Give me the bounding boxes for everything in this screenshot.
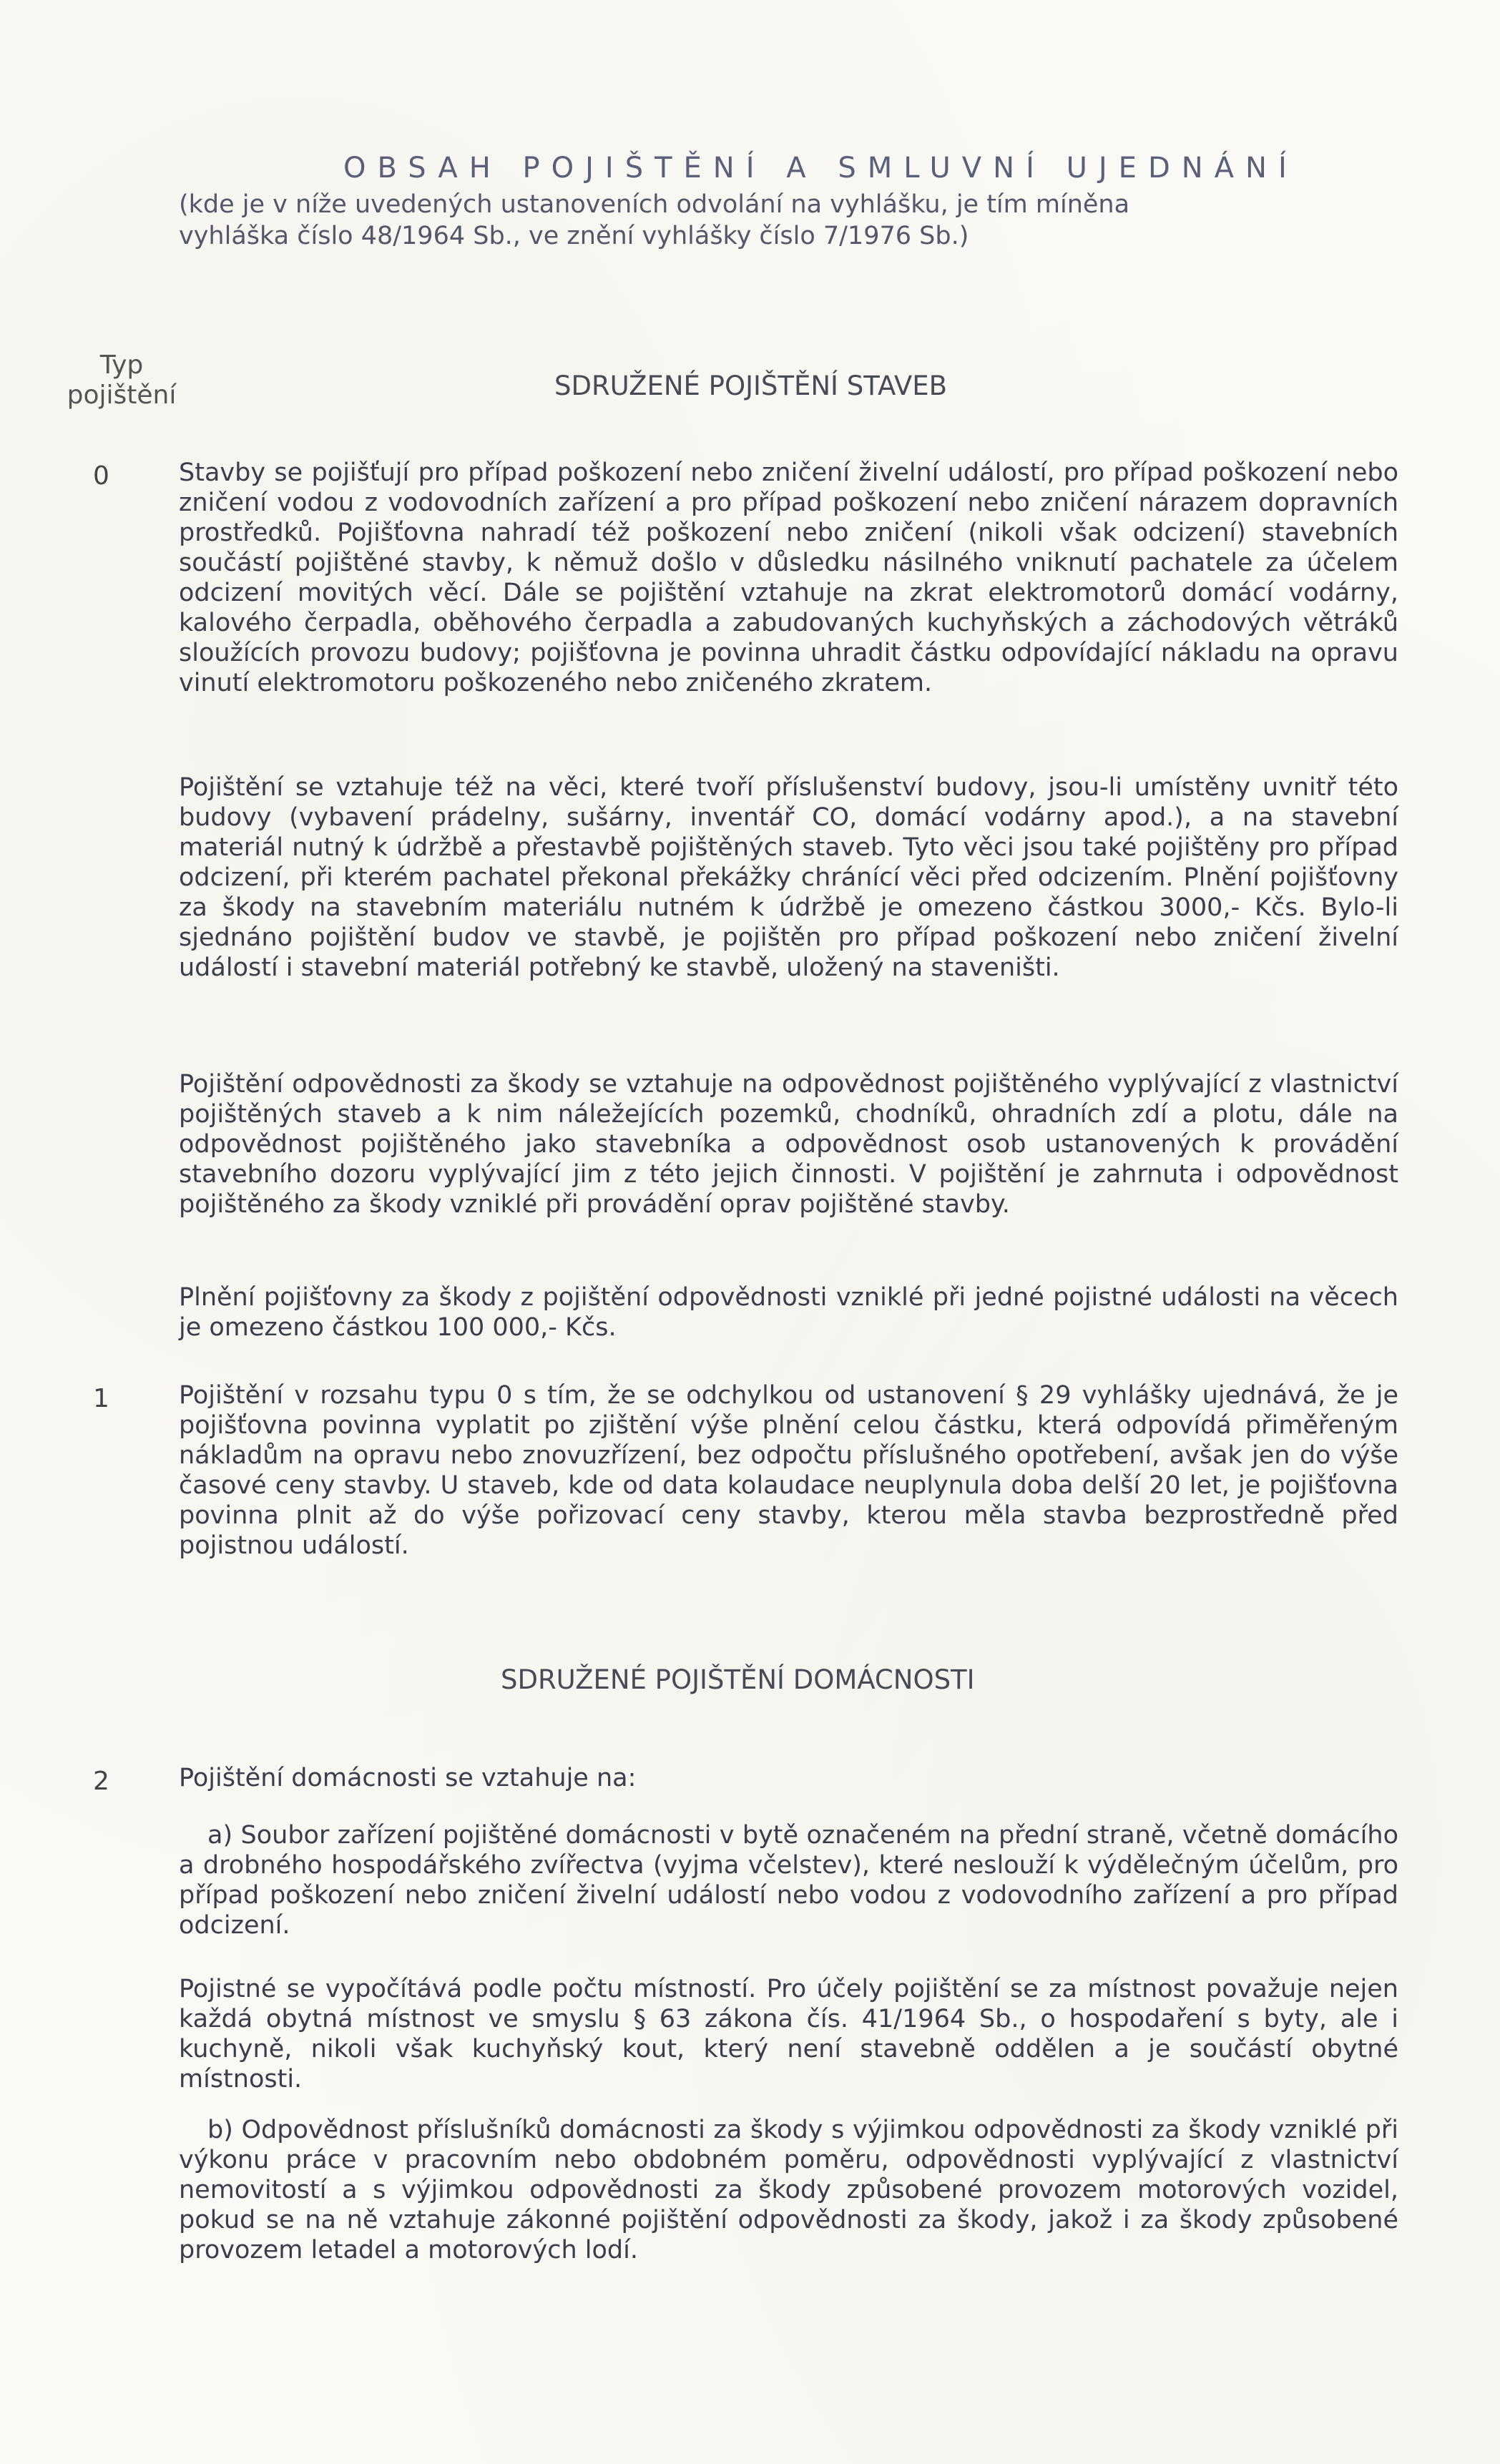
item-number-2: 2 — [93, 1767, 109, 1796]
item-0-text-4 — [179, 1282, 1398, 1343]
column-heading-insurance-type — [50, 350, 193, 411]
item-0-text-3 — [179, 1069, 1398, 1219]
paragraph: Stavby se pojišťují pro případ poškození nebo zničení živelní událostí, pro případ poškození nebo zničení vodou z vodovodních zařízení a pro případ poškození nebo zničení nárazem dopravních prostředků. Pojišťovna nahradí též poškození nebo zničení (nikoli však odcizení) stavebních součástí pojištěné stavby, k němuž došlo v důsledku násilného vniknutí pachatele za účelem odcizení movitých věcí. Dále se pojištění vztahuje na zkrat elektromotorů domácí vodárny, kalového čerpadla, oběhového čerpadla a zabudovaných kuchyňských a záchodových větráků sloužících provozu budovy; pojišťovna je povinna uhradit částku odpovídající nákladu na opravu vinutí elektromotoru poškozeného nebo zničeného zkratem. — [179, 458, 1398, 697]
document-title: OBSAH POJIŠTĚNÍ A SMLUVNÍ UJEDNÁNÍ — [343, 152, 1298, 185]
document-header — [179, 152, 1352, 252]
paragraph: Pojištění domácnosti se vztahuje na: — [179, 1764, 637, 1792]
item-2-point-b — [179, 2115, 1398, 2265]
header-note-line-2: vyhláška číslo 48/1964 Sb., ve znění vyhlášky číslo 7/1976 Sb.) — [179, 222, 969, 250]
item-0-text-2 — [179, 772, 1398, 983]
item-2-point-a — [179, 1820, 1398, 1940]
section-heading-buildings: SDRUŽENÉ POJIŠTĚNÍ STAVEB — [554, 370, 947, 401]
paragraph: b) Odpovědnost příslušníků domácnosti za škody s výjimkou odpovědnosti za škody vzniklé při výkonu práce v pracovním nebo obdobném poměru, odpovědnosti vyplývající z vlastnictví nemovitostí a s výjimkou odpovědnosti za škody způsobené provozem motorových vozidel, pokud se na ně vztahuje zákonné pojištění odpovědnosti za škody, jakož i za škody způsobené provozem letadel a motorových lodí. — [179, 2116, 1398, 2264]
item-0-text — [179, 458, 1398, 698]
item-number-1: 1 — [93, 1384, 109, 1413]
paragraph: a) Soubor zařízení pojištěné domácnosti v bytě označeném na přední straně, včetně domácího a drobného hospodářského zvířectva (vyjma včelstev), které neslouží k výdělečným účelům, pro případ poškození nebo zničení živelní událostí nebo vodou z vodovodního zařízení a pro případ odcizení. — [179, 1821, 1398, 1940]
item-2-rooms-note — [179, 1974, 1398, 2094]
paragraph: Plnění pojišťovny za škody z pojištění odpovědnosti vzniklé při jedné pojistné události na věcech je omezeno částkou 100 000,- Kčs. — [179, 1283, 1398, 1342]
paragraph: Pojištění odpovědnosti za škody se vztahuje na odpovědnost pojištěného vyplývající z vlastnictví pojištěných staveb a k nim náležejících pozemků, chodníků, ohradních zdí a plotu, dále na odpovědnost pojištěného jako stavebníka a odpovědnost osob ustanovených k provádění stavebního dozoru vyplývající jim z této jejich činnosti. V pojištění je zahrnuta i odpovědnost pojištěného za škody vzniklé při provádění oprav pojištěné stavby. — [179, 1070, 1398, 1219]
header-note-line-1: (kde je v níže uvedených ustanoveních odvolání na vyhlášku, je tím míněna — [179, 190, 1130, 219]
item-1-text — [179, 1380, 1398, 1561]
column-heading-line-1: Typ — [99, 350, 144, 380]
item-2-intro — [179, 1763, 1398, 1793]
paragraph: Pojistné se vypočítává podle počtu místností. Pro účely pojištění se za místnost považuje nejen každá obytná místnost ve smyslu § 63 zákona čís. 41/1964 Sb., o hospodaření s byty, ale i kuchyně, nikoli však kuchyňský kout, který není stavebně oddělen a je součástí obytné místnosti. — [179, 1975, 1398, 2094]
item-number-0: 0 — [93, 461, 109, 491]
paragraph: Pojištění v rozsahu typu 0 s tím, že se odchylkou od ustanovení § 29 vyhlášky ujednává, že je pojišťovna povinna vyplatit po zjištění výše plnění celou částku, která odpovídá přiměřeným nákladům na opravu nebo znovuzřízení, bez odpočtu příslušného opotřebení, avšak jen do výše časové ceny stavby. U staveb, kde od data kolaudace neuplynula doba delší 20 let, je pojišťovna povinna plnit až do výše pořizovací ceny stavby, kterou měla stavba bezprostředně před pojistnou událostí. — [179, 1381, 1398, 1560]
column-heading-line-2: pojištění — [67, 381, 177, 410]
paragraph: Pojištění se vztahuje též na věci, které tvoří příslušenství budovy, jsou-li umístěny uvnitř této budovy (vybavení prádelny, sušárny, inventář CO, domácí vodárny apod.), a na stavební materiál nutný k údržbě a přestavbě pojištěných staveb. Tyto věci jsou také pojištěny pro případ odcizení, při kterém pachatel překonal překážky chránící věci před odcizením. Plnění pojišťovny za škody na stavebním materiálu nutném k údržbě je omezeno částkou 3000,- Kčs. Bylo-li sjednáno pojištění budov ve stavbě, je pojištěn pro případ poškození nebo zničení živelní událostí i stavební materiál potřebný ke stavbě, uložený na staveništi. — [179, 773, 1398, 982]
section-heading-household: SDRUŽENÉ POJIŠTĚNÍ DOMÁCNOSTI — [501, 1664, 975, 1695]
